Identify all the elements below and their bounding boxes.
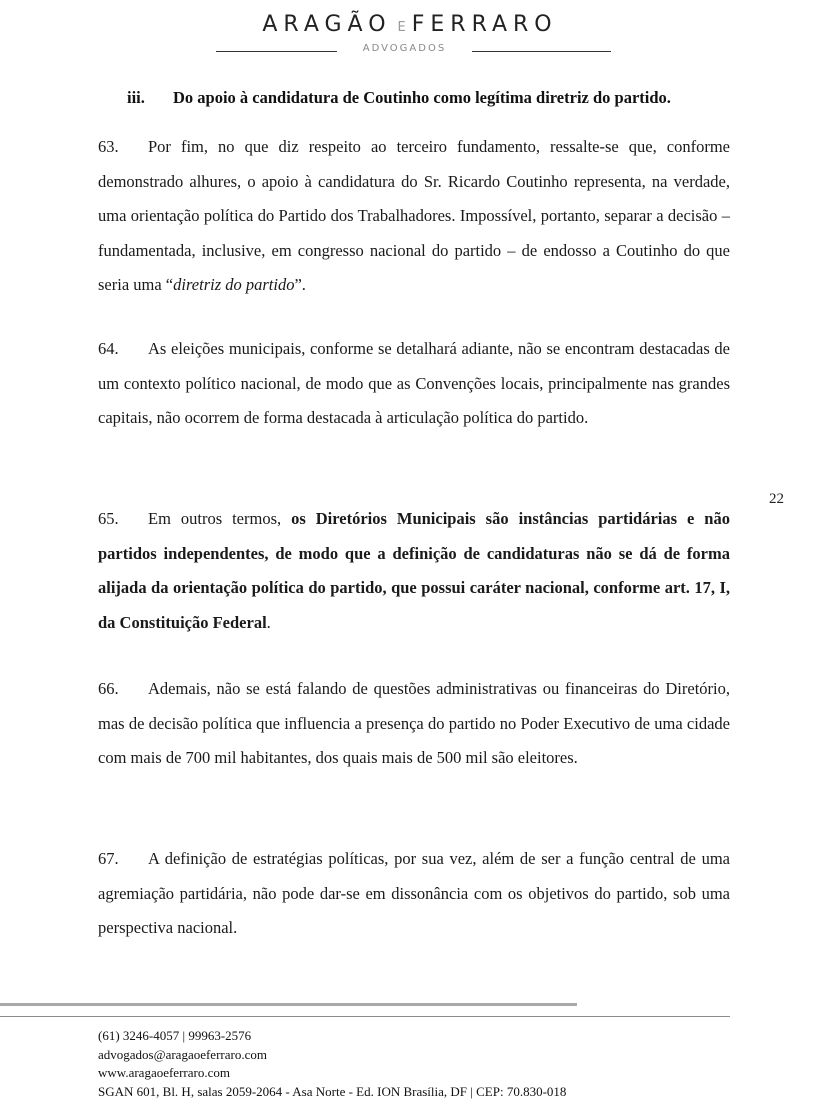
section-heading — [127, 88, 671, 108]
paragraph-text-end: ”. — [294, 275, 306, 294]
paragraph-66 — [98, 672, 730, 776]
footer-divider-thin — [0, 1016, 730, 1017]
paragraph-text-end: . — [266, 612, 271, 632]
brand-ampersand: E — [397, 20, 406, 35]
paragraph-text: Em outros termos, — [148, 509, 292, 528]
footer-address: SGAN 601, Bl. H, salas 2059-2064 - Asa Norte - Ed. ION Brasília, DF | CEP: 70.830-018 — [98, 1083, 567, 1099]
footer-phone: (61) 3246-4057 | 99963-2576 — [98, 1028, 252, 1043]
paragraph-number: 64. — [98, 339, 119, 358]
subtitle-divider-left — [216, 51, 337, 52]
firm-subtitle: ADVOGADOS — [362, 43, 447, 54]
paragraph-63 — [98, 130, 730, 303]
paragraph-text: Ademais, não se está falando de questões administrativas ou financeiras do Diretório, mas de decisão política que influencia a presença do partido no Poder Executivo de uma cidade com mais de 700 mil habitantes, dos quais mais de 500 mil são eleitores. — [98, 679, 730, 767]
subtitle-divider-right — [472, 51, 611, 52]
letterhead-subtitle-row — [216, 43, 611, 59]
letterhead — [0, 0, 820, 70]
brand-right: FERRARO — [411, 12, 558, 37]
paragraph-number: 63. — [98, 137, 119, 156]
paragraph-number: 67. — [98, 849, 119, 868]
footer-divider-thick — [0, 1003, 577, 1006]
paragraph-64 — [98, 332, 730, 436]
paragraph-italic-quote: diretriz do partido — [173, 275, 295, 294]
paragraph-67 — [98, 842, 730, 946]
paragraph-number: 65. — [98, 509, 119, 528]
section-title: Do apoio à candidatura de Coutinho como legítima diretriz do partido. — [173, 88, 671, 107]
paragraph-text: As eleições municipais, conforme se detalhará adiante, não se encontram destacadas de um contexto político nacional, de modo que as Convenções locais, principalmente nas grandes capitais, não ocorrem de forma destacada à articulação política do partido. — [98, 339, 730, 427]
brand-left: ARAGÃO — [262, 12, 392, 37]
paragraph-text: A definição de estratégias políticas, por sua vez, além de ser a função central de uma agremiação partidária, não pode dar-se em dissonância com os objetivos do partido, sob uma perspectiva nacional. — [98, 849, 730, 937]
footer-email: advogados@aragaoeferraro.com — [98, 1046, 267, 1062]
paragraph-number: 66. — [98, 679, 119, 698]
paragraph-bold-emphasis: os Diretórios Municipais são instâncias partidárias e não partidos independentes, de modo que a definição de candidaturas não se dá de forma alijada da orientação política do partido, que possui caráter nacional, conforme art. 17, I, da Constituição Federal — [98, 509, 730, 632]
paragraph-text: Por fim, no que diz respeito ao terceiro fundamento, ressalte-se que, conforme demonstrado alhures, o apoio à candidatura do Sr. Ricardo Coutinho representa, na verdade, uma orientação política do Partido dos Trabalhadores. Impossível, portanto, separar a decisão – fundamentada, inclusive, em congresso nacional do partido – de endosso a Coutinho do que seria uma “ — [98, 137, 730, 294]
footer-contact — [98, 1027, 566, 1101]
paragraph-65 — [98, 502, 730, 640]
footer-website: www.aragaoeferraro.com — [98, 1065, 230, 1080]
page-number: 22 — [769, 491, 784, 507]
section-number: iii. — [127, 88, 145, 107]
firm-logo — [0, 12, 820, 37]
